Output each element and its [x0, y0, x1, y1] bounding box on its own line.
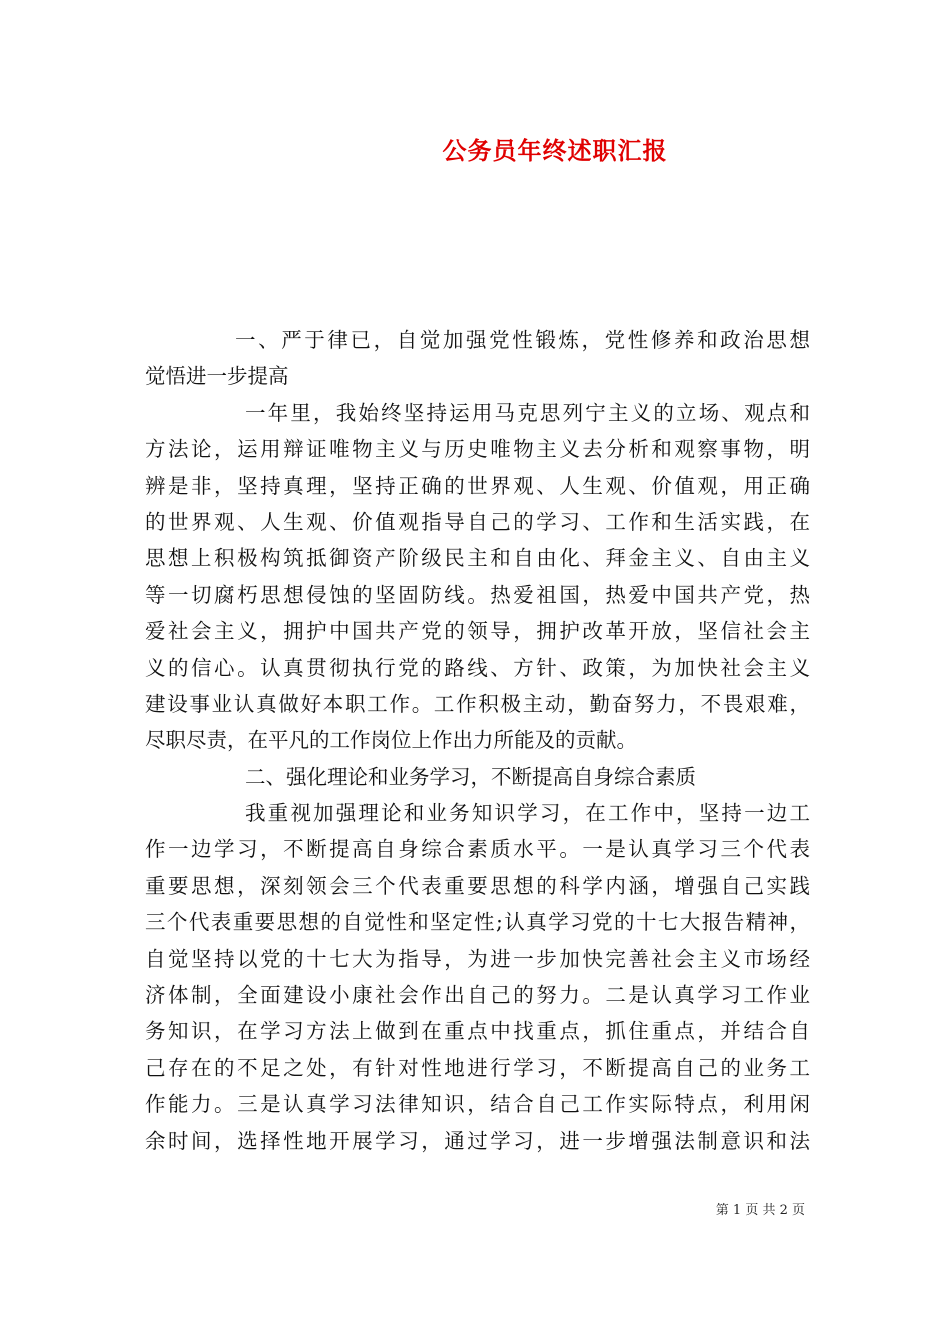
- body-line: 二、强化理论和业务学习，不断提高自身综合素质: [245, 764, 696, 789]
- body-line: 一年里，我始终坚持运用马克思列宁主义的立场、观点和: [245, 400, 810, 425]
- body-line: 作一边学习，不断提高自身综合素质水平。一是认真学习三个代表: [145, 837, 810, 862]
- body-line: 三个代表重要思想的自觉性和坚定性;认真学习党的十七大报告精神，: [145, 910, 810, 935]
- body-line: 建设事业认真做好本职工作。工作积极主动，勤奋努力，不畏艰难，: [145, 691, 810, 716]
- body-line: 重要思想，深刻领会三个代表重要思想的科学内涵，增强自己实践: [145, 873, 810, 898]
- page-number: 第 1 页 共 2 页: [715, 1203, 805, 1218]
- body-line: 一、严于律已，自觉加强党性锻炼，党性修养和政治思想: [235, 328, 810, 352]
- document-body: [145, 322, 810, 1159]
- body-line: 方法论，运用辩证唯物主义与历史唯物主义去分析和观察事物，明: [145, 437, 810, 462]
- body-line: 我重视加强理论和业务知识学习，在工作中，坚持一边工: [245, 801, 810, 826]
- body-line: 思想上积极构筑抵御资产阶级民主和自由化、拜金主义、自由主义: [145, 546, 810, 571]
- body-line: 等一切腐朽思想侵蚀的坚固防线。热爱祖国，热爱中国共产党，热: [145, 582, 810, 607]
- body-line: 余时间，选择性地开展学习，通过学习，进一步增强法制意识和法: [145, 1128, 810, 1153]
- body-line: 作能力。三是认真学习法律知识，结合自己工作实际特点，利用闲: [145, 1092, 810, 1117]
- body-line: 爱社会主义，拥护中国共产党的领导，拥护改革开放，坚信社会主: [145, 619, 810, 644]
- body-line: 的世界观、人生观、价值观指导自己的学习、工作和生活实践，在: [145, 509, 810, 534]
- body-line: 义的信心。认真贯彻执行党的路线、方针、政策，为加快社会主义: [145, 655, 810, 680]
- body-line: 辨是非，坚持真理，坚持正确的世界观、人生观、价值观，用正确: [145, 473, 810, 498]
- body-line: 觉悟进一步提高: [145, 364, 289, 389]
- body-line: 自觉坚持以党的十七大为指导，为进一步加快完善社会主义市场经: [145, 946, 810, 971]
- body-line: 济体制，全面建设小康社会作出自己的努力。二是认真学习工作业: [145, 983, 810, 1008]
- body-line: 尽职尽责，在平凡的工作岗位上作出力所能及的贡献。: [145, 728, 637, 753]
- document-title: 公务员年终述职汇报: [442, 136, 668, 165]
- body-line: 务知识，在学习方法上做到在重点中找重点，抓住重点，并结合自: [145, 1019, 810, 1044]
- body-line: 己存在的不足之处，有针对性地进行学习，不断提高自己的业务工: [145, 1055, 810, 1080]
